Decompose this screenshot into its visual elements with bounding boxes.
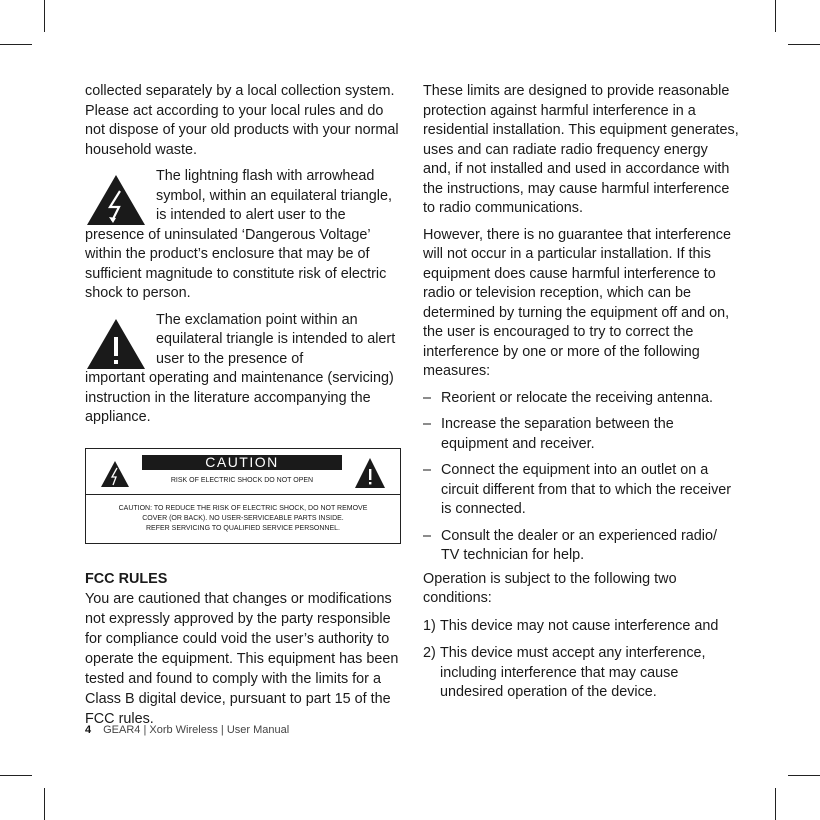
fine-print-line: CAUTION: TO REDUCE THE RISK OF ELECTRIC SHOCK, DO NOT REMOVE xyxy=(118,504,368,512)
caution-fine-print xyxy=(92,504,394,534)
right-column xyxy=(423,82,739,703)
exclamation-warning-icon xyxy=(85,317,147,371)
list-marker: – xyxy=(423,389,432,406)
list-item xyxy=(423,389,739,409)
list-item-text: This device must accept any interference, including interference that may cause undesired operation of the device. xyxy=(440,645,706,700)
list-marker: 1) xyxy=(423,617,436,634)
conditions-list xyxy=(423,617,739,703)
list-marker: – xyxy=(423,462,432,478)
exclamation-icon xyxy=(354,457,386,489)
crop-mark xyxy=(788,775,820,776)
left-column xyxy=(85,82,401,729)
conditions-intro: Operation is subject to the following two conditions: xyxy=(423,570,677,606)
crop-mark xyxy=(788,44,820,45)
intro-paragraph: collected separately by a local collection system. Please act according to your local rules and do not dispose of your old products with your normal household waste. xyxy=(85,83,399,158)
lightning-warning-text: presence of uninsulated ‘Dangerous Voltage’ within the product’s enclosure that may be of sufficient magnitude to constitute risk of electric shock to person. xyxy=(85,226,387,301)
list-item-text: This device may not cause interference and xyxy=(440,617,719,634)
list-item-text: Reorient or relocate the receiving antenna. xyxy=(441,389,713,406)
exclamation-warning-text: important operating and maintenance (servicing) instruction in the literature accompanying the appliance. xyxy=(85,370,394,425)
measures-list xyxy=(423,389,739,566)
list-item-text: Increase the separation between the equipment and receiver. xyxy=(441,416,674,452)
exclamation-warning-intro: The exclamation point within an equilateral triangle is intended to alert user to the presence of xyxy=(156,311,396,367)
fcc-body: You are cautioned that changes or modifications not expressly approved by the party responsible for compliance could void the user’s authority to operate the equipment. This equipment has been tested and found to comply with the limits for a Class B digital device, pursuant to part 15 of the FCC rules. xyxy=(85,590,399,727)
lightning-warning-icon xyxy=(85,173,147,227)
caution-label xyxy=(85,448,401,544)
fcc-heading: FCC RULES xyxy=(85,570,168,587)
list-item xyxy=(423,527,739,566)
list-marker: – xyxy=(423,527,432,544)
list-item xyxy=(423,617,739,637)
fine-print-line: COVER (OR BACK). NO USER-SERVICEABLE PARTS INSIDE. xyxy=(142,514,344,522)
crop-mark xyxy=(44,0,45,32)
crop-mark xyxy=(0,775,32,776)
fine-print-line: REFER SERVICING TO QUALIFIED SERVICE PERSONNEL. xyxy=(146,524,340,532)
list-item xyxy=(423,644,739,703)
lightning-warning-intro: The lightning flash with arrowhead symbol, within an equilateral triangle, is intended to alert user to the xyxy=(156,168,392,223)
list-item xyxy=(423,415,739,454)
page-footer xyxy=(85,724,289,736)
guarantee-paragraph: However, there is no guarantee that interference will not occur in a particular installation. If this equipment does cause harmful interference to radio or television reception, which can be determined by turning the equipment off and on, the user is encouraged to try to correct the interference by one or more of the following measures: xyxy=(423,226,731,379)
exclamation-warning xyxy=(85,311,401,428)
footer-text: GEAR4 | Xorb Wireless | User Manual xyxy=(103,724,290,736)
list-item-text: Consult the dealer or an experienced radio/ TV technician for help. xyxy=(441,527,717,563)
list-marker: 2) xyxy=(423,645,436,661)
crop-mark xyxy=(44,788,45,820)
caution-banner: CAUTION xyxy=(142,455,342,470)
list-item-text: Connect the equipment into an outlet on a circuit different from that to which the receiver is connected. xyxy=(441,462,732,517)
page-number: 4 xyxy=(85,724,92,736)
lightning-warning xyxy=(85,167,401,304)
caution-subtitle: RISK OF ELECTRIC SHOCK DO NOT OPEN xyxy=(170,476,314,484)
limits-paragraph: These limits are designed to provide reasonable protection against harmful interference in a residential installation. This equipment generates, uses and can radiate radio frequency energy and, if not installed and used in accordance with the instructions, may cause harmful interference to radio communications. xyxy=(423,83,739,216)
crop-mark xyxy=(775,788,776,820)
crop-mark xyxy=(0,44,32,45)
crop-mark xyxy=(775,0,776,32)
list-marker: – xyxy=(423,416,432,432)
lightning-icon xyxy=(100,460,130,488)
list-item xyxy=(423,461,739,520)
caution-divider xyxy=(86,494,400,495)
